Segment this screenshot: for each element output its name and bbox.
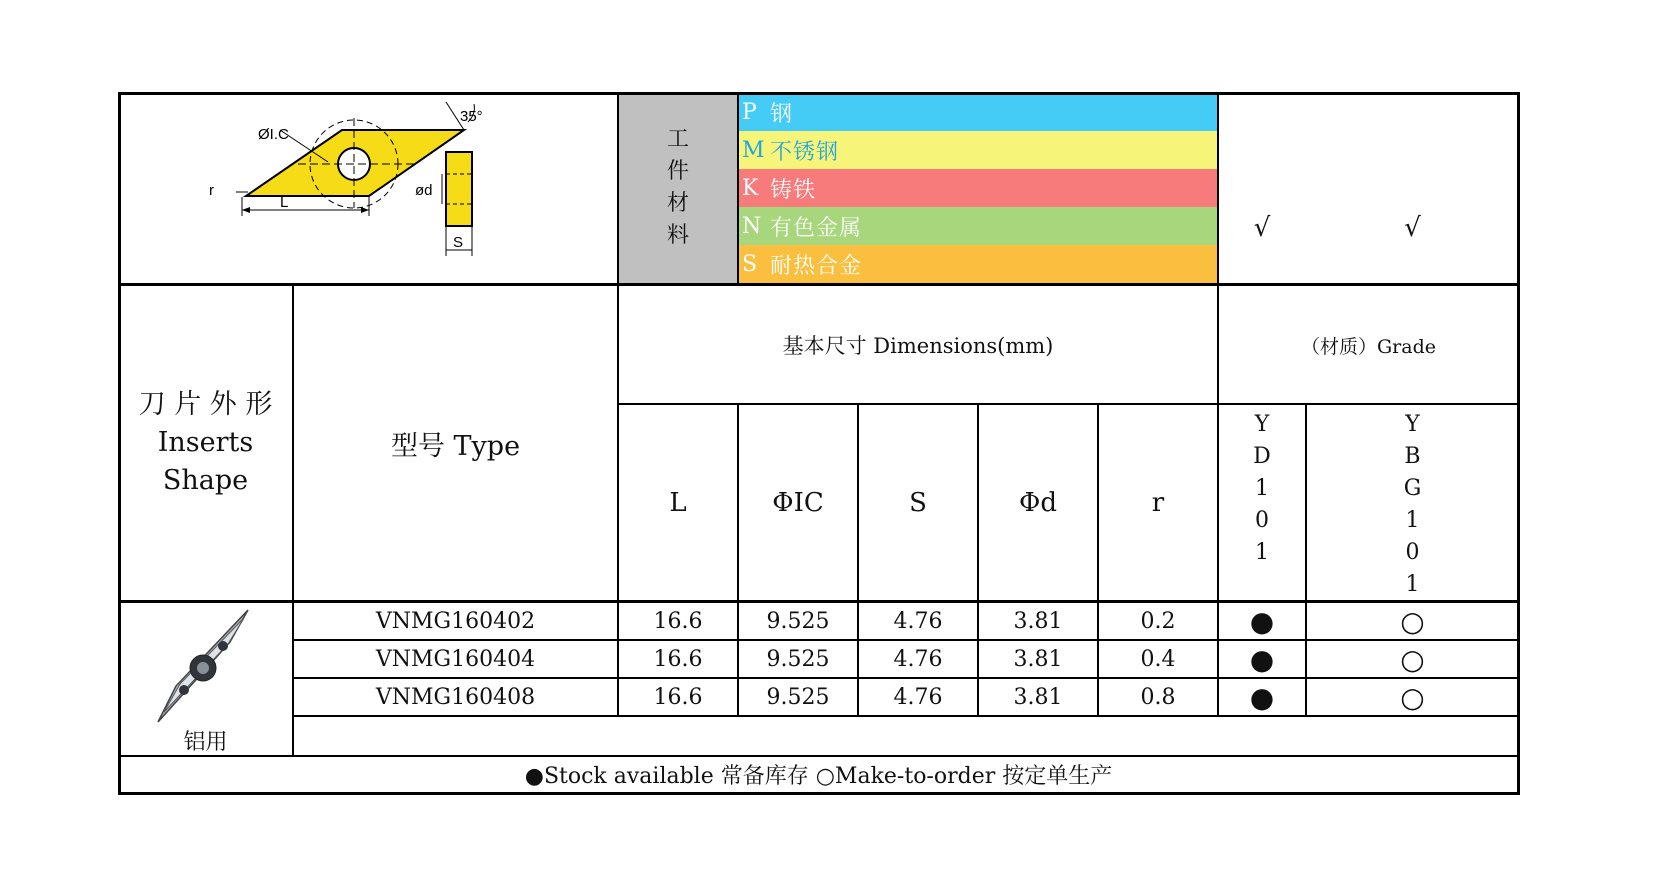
col-header-s: S (909, 488, 927, 518)
insert-photo (148, 606, 258, 728)
make-to-order-indicator: ○ (1400, 680, 1425, 714)
rhombic-insert-drawing (236, 102, 474, 216)
ic-diameter-label: ØI.C (258, 126, 289, 143)
grade-ybg101-header: Y B G 1 0 1 (1403, 412, 1422, 597)
stock-indicator: ● (1249, 680, 1275, 714)
col-header-r: r (1151, 488, 1165, 518)
shape-header-en2: Shape (162, 465, 249, 496)
material-band-k: K 铸铁 (738, 169, 1218, 207)
d-cell: 3.81 (1013, 608, 1063, 634)
shape-header-en1: Inserts (157, 427, 254, 458)
shape-header-zh: 刀 片 外 形 (138, 389, 273, 420)
col-header-ic: ΦIC (772, 488, 824, 518)
r-cell: 0.8 (1140, 684, 1176, 710)
d-cell: 3.81 (1013, 684, 1063, 710)
grade-header: （材质）Grade (1301, 335, 1436, 358)
r-cell: 0.4 (1140, 646, 1176, 672)
l-cell: 16.6 (653, 608, 703, 634)
applicability-check-yd101: √ (1253, 213, 1271, 243)
material-band-n: N 有色金属 (738, 207, 1218, 245)
material-header-char: 工 (666, 127, 689, 152)
stock-indicator: ● (1249, 642, 1275, 676)
ic-cell: 9.525 (766, 684, 830, 710)
material-band-m: M 不锈钢 (738, 131, 1218, 169)
material-header-char: 件 (666, 159, 689, 184)
applicability-check-ybg101: √ (1404, 213, 1421, 243)
material-band-p: P 钢 (738, 93, 1218, 131)
material-header-char: 料 (666, 223, 689, 248)
l-cell: 16.6 (653, 684, 703, 710)
hole-diameter-label: ød (415, 182, 433, 199)
stock-indicator: ● (1249, 604, 1275, 638)
insert-caption: 铝用 (183, 729, 228, 755)
s-cell: 4.76 (893, 684, 943, 710)
d-cell: 3.81 (1013, 646, 1063, 672)
make-to-order-indicator: ○ (1400, 604, 1425, 638)
type-header: 型号 Type (390, 430, 521, 462)
type-cell: VNMG160404 (375, 646, 536, 672)
material-header-char: 材 (666, 191, 689, 216)
length-label: L (280, 194, 289, 211)
make-to-order-indicator: ○ (1400, 642, 1425, 676)
ic-cell: 9.525 (766, 608, 830, 634)
inserts-shape-header (118, 285, 293, 601)
type-cell: VNMG160408 (375, 684, 536, 710)
s-cell: 4.76 (893, 646, 943, 672)
corner-radius-label: r (209, 182, 214, 199)
material-band-s: S 耐热合金 (738, 245, 1218, 283)
thickness-label: S (453, 234, 464, 251)
s-cell: 4.76 (893, 608, 943, 634)
col-header-d: Φd (1019, 488, 1057, 518)
r-cell: 0.2 (1140, 608, 1176, 634)
workpiece-material-header (618, 93, 738, 283)
col-header-l: L (669, 488, 687, 518)
type-cell: VNMG160402 (375, 608, 536, 634)
insert-dimension-drawing (118, 94, 608, 279)
ic-cell: 9.525 (766, 646, 830, 672)
stock-legend: ●Stock available 常备库存 ○Make-to-order 按定单生产 (524, 764, 1113, 789)
dimensions-header: 基本尺寸 Dimensions(mm) (782, 334, 1054, 358)
grade-yd101-header: Y D 1 0 1 (1253, 412, 1271, 565)
angle-label: 35° (460, 108, 483, 125)
l-cell: 16.6 (653, 646, 703, 672)
